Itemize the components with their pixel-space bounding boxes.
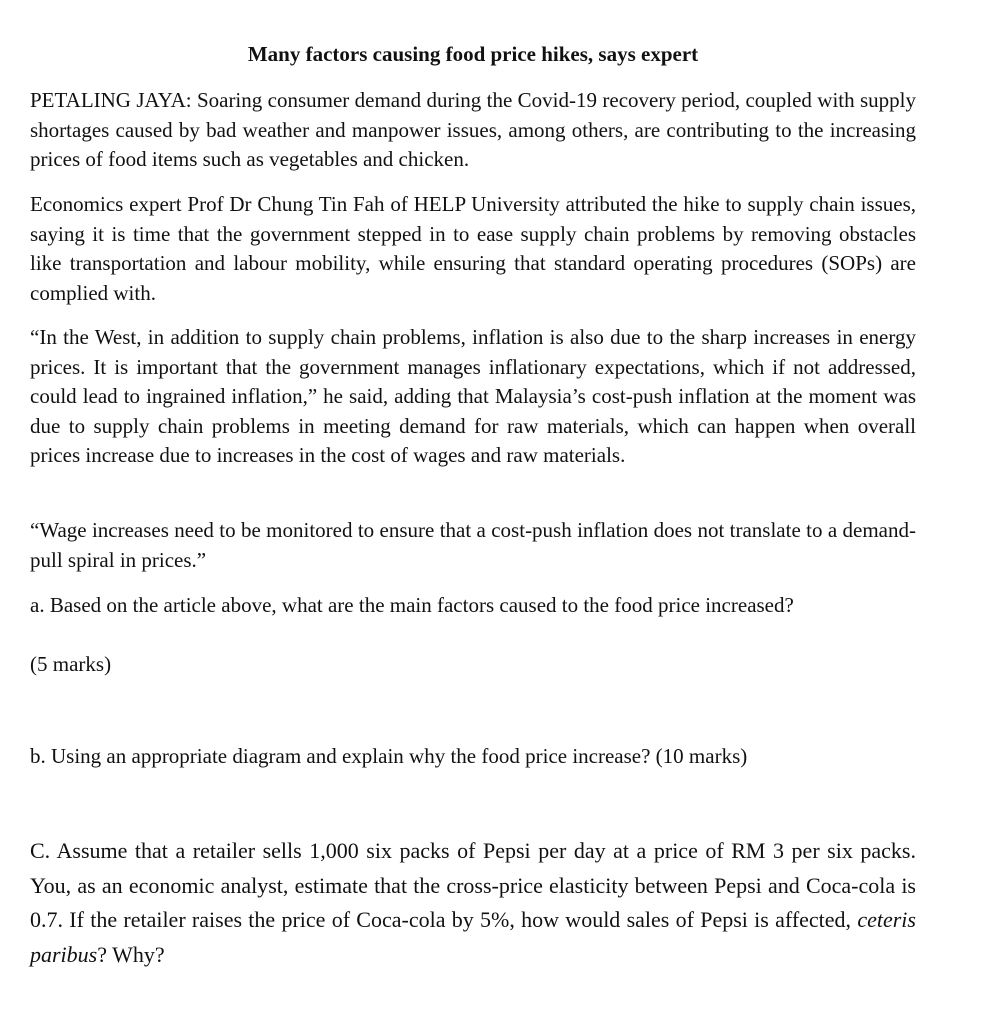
question-c-italic-term: ceteris paribus (30, 907, 916, 967)
article-paragraph-1: PETALING JAYA: Soaring consumer demand during the Covid-19 recovery period, coupled with supply shortages caused by bad weather and manpower issues, among others, are contributing to the increasing prices of food items such as vegetables and chicken. (30, 88, 916, 171)
question-c-text: C. Assume that a retailer sells 1,000 six packs of Pepsi per day at a price of RM 3 per six packs. You, as an economic analyst, estimate that the cross-price elasticity between Pepsi and Coca-cola is 0.7. If the retailer raises the price of Coca-cola by 5%, how would sales of Pepsi is affected, (30, 838, 916, 932)
question-a: a. Based on the article above, what are the main factors caused to the food price increased? (30, 593, 794, 617)
article-title: Many factors causing food price hikes, says expert (247, 42, 699, 66)
question-b: b. Using an appropriate diagram and explain why the food price increase? (10 marks) (30, 744, 748, 768)
question-c-text-end: ? Why? (97, 941, 165, 967)
question-c (30, 834, 916, 972)
article-paragraph-2: Economics expert Prof Dr Chung Tin Fah of HELP University attributed the hike to supply chain issues, saying it is time that the government stepped in to ease supply chain problems by removing obstacles like transportation and labour mobility, while ensuring that standard operating procedures (SOPs) are complied with. (30, 192, 916, 305)
article-paragraph-3: “In the West, in addition to supply chain problems, inflation is also due to the sharp increases in energy prices. It is important that the government manages inflationary expectations, which if not addressed, could lead to ingrained inflation,” he said, adding that Malaysia’s cost-push inflation at the moment was due to supply chain problems in meeting demand for raw materials, which can happen when overall prices increase due to increases in the cost of wages and raw materials. (30, 325, 916, 467)
article-paragraph-4: “Wage increases need to be monitored to ensure that a cost-push inflation does not translate to a demand-pull spiral in prices.” (30, 518, 916, 572)
question-a-marks: (5 marks) (30, 652, 112, 676)
